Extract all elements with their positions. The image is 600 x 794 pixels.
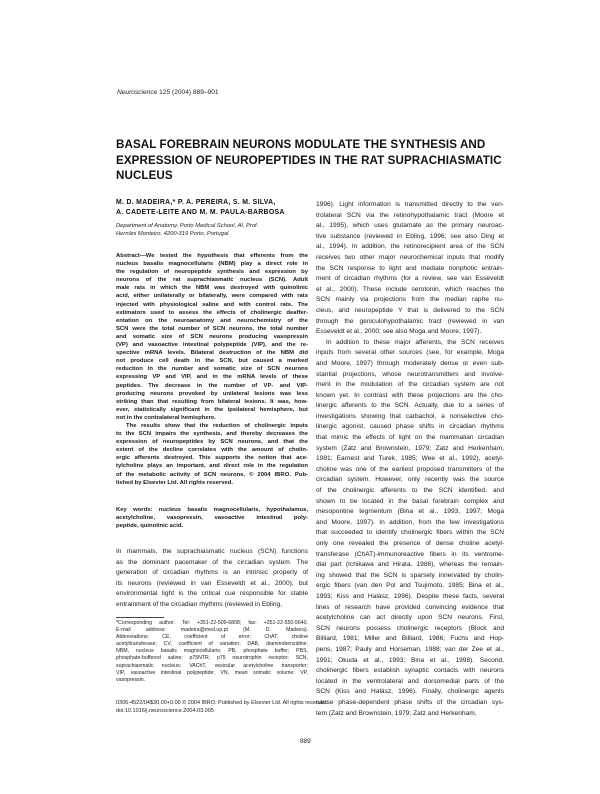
page-number: 889 [300, 738, 311, 745]
text-line: producing neurons provoked by unilateral lesions was less [116, 390, 308, 397]
text-line: generation of circadian rhythms is an intrinsic property of [116, 569, 308, 577]
text-line: as the dominant pacemaker of the circadian system. The [116, 558, 308, 566]
text-line: linergic agonist, caused phase shifts in circadian rhythms [316, 423, 504, 431]
text-line: VIP, vasoactive intestinal polypeptide; VN, mean somatic volume; VP, [116, 669, 308, 676]
author-line: M. D. MADEIRA,* P. A. PEREIRA, S. M. SILVA, [116, 199, 276, 206]
copyright-block [116, 700, 328, 715]
footnote-divider [116, 617, 164, 618]
text-line: In mammals, the suprachiasmatic nucleus (SCN) functions [116, 548, 308, 555]
text-line: cleus, and neuropeptide Y that is delivered to the SCN [316, 306, 504, 314]
text-line: that mimic the effects of light on the mammalian circadian [316, 434, 504, 442]
text-line: receives two other major neurochemical inputs that modify [316, 253, 504, 261]
introduction-left-column [116, 547, 308, 611]
text-line: peptides. The decrease in the number of VP- and VIP- [116, 382, 308, 389]
text-line: 1991; Okuda et al., 1993; Bina et al., 1998). Second, [316, 656, 504, 664]
text-line: stantial projections, whose neurotransmitters and involve- [316, 370, 504, 378]
text-line: SCN neurons possess cholinergic receptors (Block and [316, 624, 504, 632]
author-line: A. CADETE-LEITE AND M. M. PAULA-BARBOSA [116, 209, 285, 216]
title-line: BASAL FOREBRAIN NEURONS MODULATE THE SYNTHESIS AND [116, 138, 486, 151]
text-line: estimators used to assess the effects of cholinergic deaffer- [116, 309, 308, 316]
text-line: of the cholinergic afferents to the SCN identified, and [316, 487, 504, 495]
text-line: Esseveldt et al., 2000; see also Moga and Moore, 1997). [316, 328, 482, 336]
text-line: The results show that the reduction of cholinergic inputs [126, 422, 308, 429]
text-line: NBM, nucleus basalis magnocellularis; PB, phosphate buffer; PBS, [116, 648, 308, 655]
text-line: acetylcholine, vasopressin, vasoactive intestinal poly- [116, 515, 308, 522]
text-line: only one revealed the presence of dense choline acetyl- [316, 540, 504, 547]
text-line: the regulation of neuropeptide synthesis and expression by [116, 269, 308, 276]
text-line: circadian system. However, only recently was the source [316, 476, 504, 484]
text-line: expressing VP and VIP, and in the mRNA levels of these [116, 374, 308, 381]
text-line: 1993; Kiss and Halász, 1996). Despite these facts, several [316, 592, 504, 600]
text-line: known yet. In contrast with these projections are the cho- [316, 391, 504, 399]
text-line: injected with physiological saline and with control rats. The [116, 301, 308, 308]
text-line: inputs from several other sources (see, for example, Moga [316, 349, 504, 357]
text-line: system (Zatz and Brownstein, 1979; Zatz and Herkenham, [316, 444, 504, 452]
text-line: male rats in which the NBM was destroyed with quinolinic [116, 285, 308, 292]
text-line: ever, statistically significant in the ipsilateral hemisphere, but [116, 406, 308, 413]
text-line: located in the ventrolateral and dorsomedial parts of the [316, 677, 504, 685]
text-line: suprachiasmatic nucleus; VAChT, vesicular acetylcholine transporter; [116, 662, 308, 669]
text-line: acetyltransferase; CV, coefficient of variation; DAB, diaminobenzidine; [116, 641, 308, 648]
text-line: transferase (ChAT)-immunoreactive fibers in its ventrome- [316, 550, 504, 558]
text-line: peptide, quinolinic acid. [116, 523, 184, 530]
text-line: ergic fibers (van den Pol and Tsujimoto, 1985; Bina et al., [316, 582, 504, 590]
text-line: ment of circadian rhythms (for a review, see van Esseveldt [316, 275, 504, 283]
title-line: EXPRESSION OF NEUROPEPTIDES IN THE RAT SUPRACHIASMATIC [116, 153, 502, 167]
text-line: choline was one of the earliest proposed transmitters of the [316, 465, 504, 473]
text-line: entation on the neuroanatomy and neurochemistry of the [116, 317, 308, 324]
text-line: tive substance (reviewed in Ebling, 1996; see also Ding et [316, 232, 504, 240]
keywords [116, 506, 308, 530]
text-line: expression of neuropeptides by SCN neurons, and that the [116, 439, 308, 446]
text-line: 1981; Earnest and Turek, 1985; Wee et al., 1992), acetyl- [316, 455, 504, 463]
text-line: of the metabolic activity of SCN neurons. © 2004 IBRO. Pub- [116, 471, 308, 478]
text-line: pens, 1987; Pauly and Horseman, 1988; van der Zee et al., [316, 645, 504, 653]
text-line: (VP) and vasoactive intestinal polypeptide (VIP), and the re- [116, 342, 308, 349]
text-line: reduction in the number and somatic size of SCN neurons [116, 366, 308, 373]
text-line: investigations showing that carbachol, a nonselective cho- [316, 412, 504, 420]
journal-volume-pages: 125 (2004) 889–901 [157, 89, 219, 96]
text-line: lines of research have provided convincing evidence that [316, 603, 504, 611]
introduction-right-column [316, 200, 504, 719]
text-line: Abbreviations: CE, coefficient of error; ChAT, choline [116, 634, 308, 641]
text-line: dial part (Ichikawa and Hirata, 1986), whereas the remain- [316, 561, 504, 569]
text-line: that succeeded to identify cholinergic fibers within the SCN [316, 529, 504, 537]
text-line: and Moore, 1997) through moderately dense or even sub- [316, 359, 504, 367]
text-line: and somatic size of SCN neurons producing vasopressin [116, 333, 308, 340]
text-line: al., 1994). In addition, the retinorecipient area of the SCN [316, 243, 504, 251]
text-line: to the SCN impairs the synthesis, and thereby decreases the [116, 431, 308, 438]
text-line: *Corresponding author. Tel: +351-22-509-6808; fax: +351-22-550-5640. [116, 620, 308, 626]
article-title [116, 137, 516, 184]
text-line: et al., 2000). These include serotonin, which reaches the [316, 285, 504, 293]
abstract [116, 252, 308, 487]
text-line: linergic afferents to the SCN. Actually, due to a series of [316, 402, 504, 410]
title-line: NUCLEUS [116, 169, 173, 183]
text-line: shown to be located in the basal forebrain complex and [316, 497, 504, 505]
text-line: Billiard, 1981; Miller and Billiard, 1986; Fuchs and Hop- [316, 635, 504, 643]
text-line: striking than that resulting from bilateral lesions. It was, how- [116, 398, 308, 405]
text-line: its neurons (reviewed in van Esseveldt et al., 2000), but [116, 579, 308, 587]
text-line: SCN (Kiss and Halász, 1996). Finally, cholinergic agents [316, 688, 504, 696]
text-line: 1996). Light information is transmitted directly to the ven- [316, 201, 504, 208]
text-line: not in the contralateral hemisphere. [116, 414, 216, 421]
text-line: al., 1995), which uses glutamate as the primary neuroac- [316, 222, 504, 230]
text-line: E-mail address: madeira@med.up.pt (M. D. Madeira). [116, 627, 308, 634]
author-list [116, 198, 316, 218]
text-line: acetylcholine can act directly upon SCN neurons. First, [316, 614, 504, 622]
text-line: neurons of the rat suprachiasmatic nucleus (SCN). Adult [116, 277, 308, 284]
text-line: extent of the decline correlates with the amount of cholin- [116, 447, 308, 454]
text-line: SCN mainly via projections from the median raphe nu- [316, 296, 504, 304]
text-line: environmental light is the critical cue responsible for stable [116, 590, 308, 598]
text-line: Abstract—We tested the hypothesis that efferents from the [116, 253, 308, 259]
copyright-line: 0306-4522/04$30.00+0.00 © 2004 IBRO. Published by Elsevier Ltd. All rights reserved. [116, 700, 329, 706]
text-line: and Moore, 1997). In addition, from the few investigations [316, 518, 504, 526]
text-line: through the geniculohypothalamic tract (reviewed in van [316, 317, 504, 325]
text-line: trolateral SCN via the retinohypothalamic tract (Moore et [316, 211, 504, 219]
text-line: ment in the modulation of the circadian system are not [316, 381, 504, 389]
text-line: In addition to these major afferents, the SCN receives [326, 338, 504, 346]
text-line: mesopontine tegmentum (Bina et al., 1993, 1997; Moga [316, 508, 504, 516]
affiliation-line: Hernâni Monteiro, 4200-319 Porto, Portugal [116, 231, 229, 238]
text-line: phosphate-buffered saline; p75NTR, p75 neurotrophin receptor; SCN, [116, 655, 308, 662]
text-line: spective mRNA levels. Bilateral destruction of the NBM did [116, 350, 308, 357]
text-line: cause phase-dependent phase shifts of the circadian sys- [316, 698, 504, 706]
doi-line: doi:10.1016/j.neuroscience.2004.03.005 [116, 707, 214, 714]
text-line: tylcholine plays an important, and direct role in the regulation [116, 463, 308, 470]
affiliation-line: Department of Anatomy, Porto Medical School, Al. Prof. [116, 223, 259, 229]
text-line: the SCN response to light and mediate nonphotic entrain- [316, 264, 504, 272]
text-line: Key words: nucleus basalis magnocellularis, hypothalamus, [116, 507, 308, 513]
affiliation [116, 222, 316, 239]
text-line: ergic afferents destroyed. This supports the notion that ace- [116, 455, 308, 462]
text-line: SCN were the total number of SCN neurons, the total number [116, 325, 308, 332]
text-line: vasopressin. [116, 676, 146, 683]
journal-name: Neuroscience [117, 89, 158, 96]
text-line: acid, either unilaterally or bilaterally, were compared with rats [116, 293, 308, 300]
text-line: entrainment of the circadian rhythms (reviewed in Ebling, [116, 600, 283, 608]
footnotes [116, 620, 308, 684]
text-line: cholinergic fibers establish synaptic contacts with neurons [316, 667, 504, 675]
text-line: ing showed that the SCN is sparsely innervated by cholin- [316, 571, 504, 579]
text-line: nucleus basalis magnocellularis (NBM) play a direct role in [116, 261, 308, 268]
text-line: tem (Zatz and Brownstein, 1979; Zatz and Herkenham, [316, 709, 477, 717]
text-line: not produce cell death in the SCN, but caused a marked [116, 358, 308, 365]
text-line: lished by Elsevier Ltd. All rights reserved. [116, 479, 233, 486]
journal-citation [117, 89, 219, 96]
